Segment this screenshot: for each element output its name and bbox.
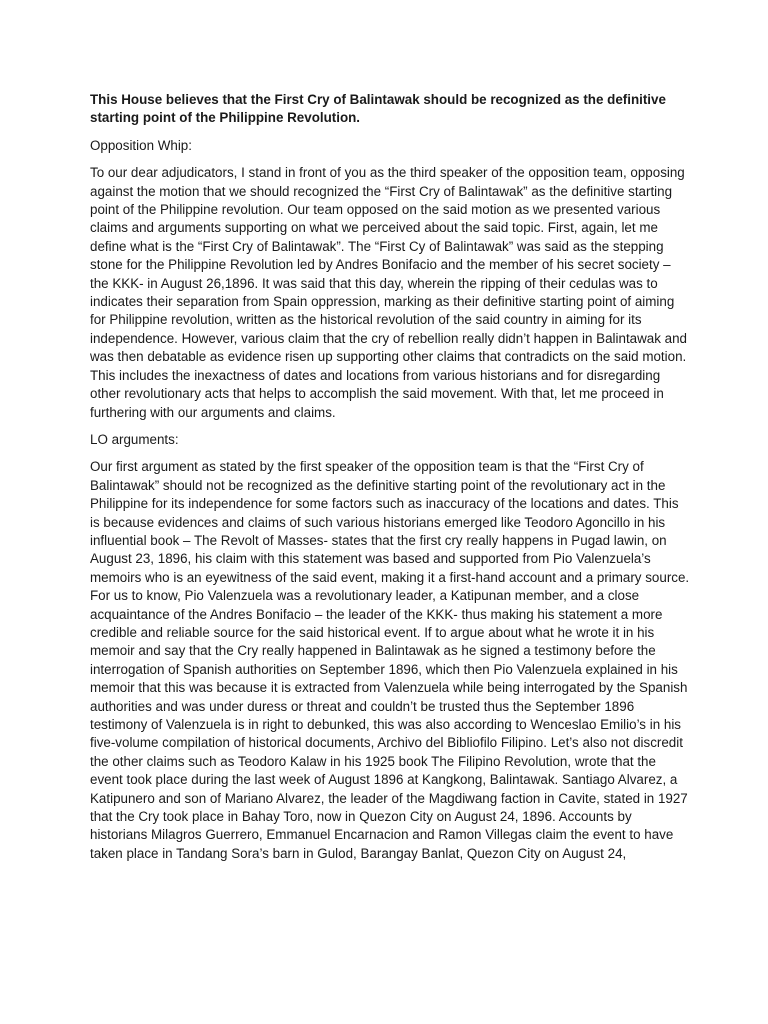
section-label-opposition-whip: Opposition Whip:	[90, 137, 192, 153]
document-page	[90, 91, 690, 872]
section-label-lo-arguments: LO arguments:	[90, 431, 179, 447]
paragraph-lo-arguments: Our first argument as stated by the first speaker of the opposition team is that the “First Cry of Balintawak” should not be recognized as the definitive starting point of the revolutionary act in the Philippine for its independence for some factors such as inaccuracy of the locations and dates. This is because evidences and claims of such various historians emerged like Teodoro Agoncillo in his influential book – The Revolt of Masses- states that the first cry really happens in Pugad lawin, on August 23, 1896, his claim with this statement was based and supported from Pio Valenzuela’s memoirs who is an eyewitness of the said event, making it a first-hand account and a primary source. For us to know, Pio Valenzuela was a revolutionary leader, a Katipunan member, and a close acquaintance of the Andres Bonifacio – the leader of the KKK- thus making his statement a more credible and reliable source for the said historical event. If to argue about what he wrote it in his memoir and say that the Cry really happened in Balintawak as he signed a testimony before the interrogation of Spanish authorities on September 1896, which then Pio Valenzuela explained in his memoir that this was because it is extracted from Valenzuela while being interrogated by the Spanish authorities and was under duress or threat and couldn’t be trusted thus the September 1896 testimony of Valenzuela is in right to debunked, this was also according to Wenceslao Emilio’s in his five-volume compilation of historical documents, Archivo del Bibliofilo Filipino. Let’s also not discredit the other claims such as Teodoro Kalaw in his 1925 book The Filipino Revolution, wrote that the event took place during the last week of August 1896 at Kangkong, Balintawak. Santiago Alvarez, a Katipunero and son of Mariano Alvarez, the leader of the Magdiwang faction in Cavite, stated in 1927 that the Cry took place in Bahay Toro, now in Quezon City on August 24, 1896. Accounts by historians Milagros Guerrero, Emmanuel Encarnacion and Ramon Villegas claim the event to have taken place in Tandang Sora’s barn in Gulod, Barangay Banlat, Quezon City on August 24,	[90, 459, 690, 861]
paragraph-opposition-whip: To our dear adjudicators, I stand in front of you as the third speaker of the opposition team, opposing against the motion that we should recognized the “First Cry of Balintawak” as the definitive starting point of the Philippine revolution. Our team opposed on the said motion as we presented various claims and arguments supporting on what we perceived about the said topic. First, again, let me define what is the “First Cry of Balintawak”. The “First Cy of Balintawak” was said as the stepping stone for the Philippine Revolution led by Andres Bonifacio and the member of his secret society – the KKK- in August 26,1896. It was said that this day, wherein the ripping of their cedulas was to indicates their separation from Spain oppression, marking as their definitive starting point of aiming for Philippine revolution, written as the historical revolution of the said country in aiming for its independence. However, various claim that the cry of rebellion really didn’t happen in Balintawak and was then debatable as evidence risen up supporting other claims that contradicts on the said motion. This includes the inexactness of dates and locations from various historians and for disregarding other revolutionary acts that helps to accomplish the said movement. With that, let me proceed in furthering with our arguments and claims.	[90, 165, 687, 420]
document-title: This House believes that the First Cry of Balintawak should be recognized as the definitive starting point of the Philippine Revolution.	[90, 92, 666, 126]
